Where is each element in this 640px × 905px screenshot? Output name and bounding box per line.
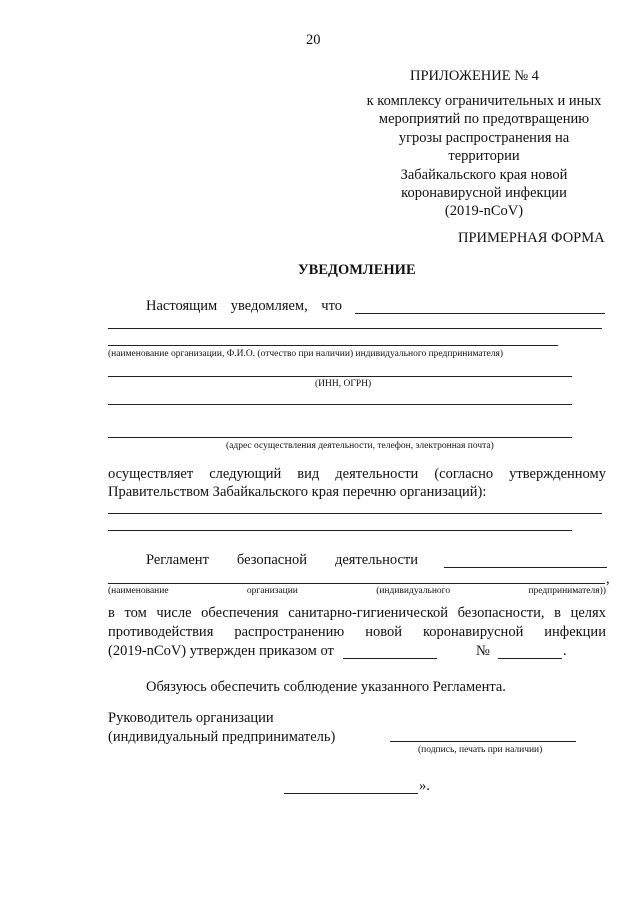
regulation-word: безопасной [236, 552, 307, 568]
address-caption: (адрес осуществления деятельности, телефон, электронная почта) [226, 441, 494, 451]
appendix-description [364, 92, 604, 221]
para-word: противодействия [108, 624, 214, 640]
signer-title-line-1: Руководитель организации [108, 710, 274, 726]
para-word: числе [156, 605, 192, 621]
para-word: том [124, 605, 147, 621]
para-word: безопасности, [457, 605, 545, 621]
regulation-caption-word: (наименование [108, 586, 169, 596]
para-word: в [554, 605, 561, 621]
activity-word: утвержденному [509, 466, 606, 482]
document-heading: УВЕДОМЛЕНИЕ [298, 262, 416, 278]
regulation-para-line-3: (2019-nCoV) утвержден приказом от [108, 643, 334, 659]
form-type-label: ПРИМЕРНАЯ ФОРМА [458, 230, 605, 246]
address-field-line-2[interactable] [108, 437, 572, 438]
regulation-field-line-2[interactable] [108, 583, 605, 584]
appendix-line: коронавирусной инфекции [401, 185, 567, 202]
regulation-word: Регламент [146, 552, 209, 568]
regulation-para-line-2 [108, 624, 606, 641]
notify-word: уведомляем, [230, 298, 308, 314]
appendix-line: угрозы распространения на территории [398, 129, 570, 165]
org-name-field-line[interactable] [355, 313, 605, 314]
para-word: инфекции [544, 624, 606, 640]
para-word: целях [570, 605, 606, 621]
regulation-intro [146, 552, 418, 569]
notify-intro [146, 298, 342, 315]
para-end-period: . [563, 643, 567, 659]
notify-word: что [321, 298, 342, 314]
signer-title-line-2: (индивидуальный предприниматель) [108, 729, 336, 745]
appendix-title: ПРИЛОЖЕНИЕ № 4 [410, 68, 539, 84]
activity-word: (согласно [434, 466, 494, 482]
inn-caption: (ИНН, ОГРН) [315, 379, 372, 389]
regulation-caption-word: предпринимателя)) [528, 586, 606, 596]
regulation-field-line[interactable] [444, 567, 607, 568]
signature-caption: (подпись, печать при наличии) [418, 745, 543, 755]
regulation-para-line-1 [108, 605, 606, 622]
regulation-caption-word: организации [246, 586, 298, 596]
date-field-line[interactable] [284, 793, 418, 794]
para-word: коронавирусной [422, 624, 524, 640]
activity-word: вид [297, 466, 320, 482]
date-suffix: ». [419, 778, 430, 794]
activity-field-line-2[interactable] [108, 530, 572, 531]
para-word: новой [365, 624, 402, 640]
activity-line-2: Правительством Забайкальского края перечню организаций): [108, 484, 487, 500]
regulation-word: деятельности [334, 552, 418, 568]
appendix-line: к комплексу ограничительных и иных [366, 93, 602, 109]
regulation-caption-word: (индивидуального [376, 586, 451, 596]
activity-word: деятельности [335, 466, 419, 482]
activity-word: осуществляет [108, 466, 194, 482]
obligation-text: Обязуюсь обеспечить соблюдение указанного Регламента. [146, 679, 506, 695]
regulation-caption [108, 586, 606, 596]
para-word: санитарно-гигиенической [288, 605, 449, 621]
appendix-line: (2019-nCoV) [444, 203, 524, 220]
page-number: 20 [306, 32, 321, 48]
number-sign: № [476, 643, 490, 659]
regulation-comma: , [606, 571, 610, 587]
org-name-field-line-2[interactable] [108, 328, 602, 329]
activity-field-line[interactable] [108, 513, 602, 514]
address-field-line[interactable] [108, 404, 572, 405]
activity-line-1 [108, 466, 606, 483]
order-number-field-line[interactable] [498, 658, 562, 659]
order-date-field-line[interactable] [343, 658, 437, 659]
inn-field-line[interactable] [108, 376, 572, 377]
appendix-line: Забайкальского края новой [400, 166, 568, 183]
para-word: в [108, 605, 115, 621]
org-name-caption: (наименование организации, Ф.И.О. (отчество при наличии) индивидуального предпринимателя) [108, 349, 504, 359]
para-word: распространению [234, 624, 345, 640]
para-word: обеспечения [201, 605, 279, 621]
activity-word: следующий [209, 466, 282, 482]
signature-field-line[interactable] [390, 741, 576, 742]
appendix-line: мероприятий по предотвращению [378, 111, 590, 128]
notify-word: Настоящим [146, 298, 218, 314]
org-name-field-line-3[interactable] [108, 345, 558, 346]
